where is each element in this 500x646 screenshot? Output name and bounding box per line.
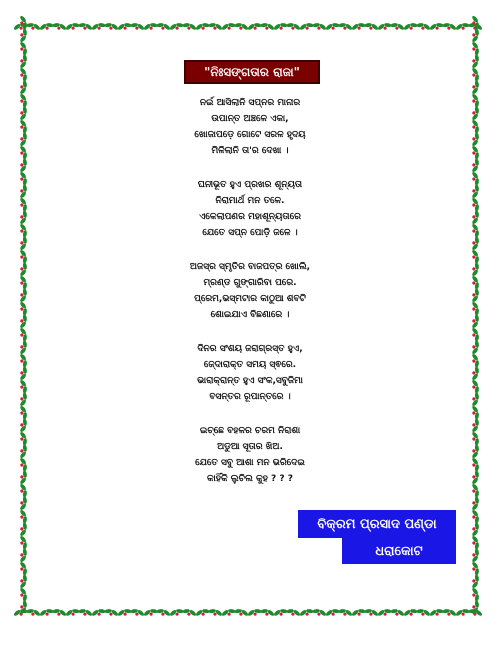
holly-leaf-icon (18, 495, 29, 512)
holly-leaf-icon (470, 508, 481, 525)
holly-leaf-icon (18, 300, 29, 317)
holly-leaf-icon (363, 21, 380, 32)
holly-leaf-icon (415, 21, 432, 32)
holly-leaf-icon (285, 607, 302, 618)
holly-leaf-icon (64, 607, 81, 618)
holly-leaf-icon (428, 607, 445, 618)
holly-leaf-icon (155, 607, 172, 618)
holly-leaf-icon (18, 560, 29, 577)
holly-border-left (14, 16, 34, 622)
holly-leaf-icon (51, 607, 68, 618)
holly-leaf-icon (272, 607, 289, 618)
poem-title: "ନିଃସଙ୍ଗତାର ରାଜା" (184, 60, 320, 84)
poem-line: ମିଳିଲାନି ତା'ର ଦେଖା । (211, 146, 289, 156)
holly-leaf-icon (18, 599, 29, 616)
holly-leaf-icon (207, 21, 224, 32)
holly-border-bottom (14, 602, 486, 622)
holly-leaf-icon (129, 607, 146, 618)
stanza (80, 341, 420, 405)
holly-leaf-icon (18, 53, 29, 70)
holly-leaf-icon (181, 21, 198, 32)
holly-leaf-icon (18, 40, 29, 57)
holly-leaf-icon (470, 287, 481, 304)
holly-leaf-icon (207, 607, 224, 618)
holly-leaf-icon (18, 417, 29, 434)
poem-line: କାହିଁକି ଲୁଚିଲ କୁହ ? ? ? (207, 474, 293, 484)
holly-leaf-icon (470, 274, 481, 291)
holly-leaf-icon (470, 209, 481, 226)
holly-leaf-icon (18, 586, 29, 603)
holly-leaf-icon (246, 21, 263, 32)
holly-leaf-icon (389, 21, 406, 32)
holly-leaf-icon (470, 157, 481, 174)
holly-leaf-icon (18, 443, 29, 460)
holly-leaf-icon (470, 79, 481, 96)
holly-border-top (14, 16, 486, 36)
holly-leaf-icon (272, 21, 289, 32)
holly-leaf-icon (142, 607, 159, 618)
holly-leaf-icon (402, 607, 419, 618)
stanza (80, 423, 420, 487)
holly-leaf-icon (470, 599, 481, 616)
holly-leaf-icon (18, 144, 29, 161)
holly-leaf-icon (18, 456, 29, 473)
holly-leaf-icon (90, 607, 107, 618)
holly-border-right (466, 16, 486, 622)
holly-leaf-icon (259, 607, 276, 618)
poem-line: ମ୍ରଣ୍ଡ ଗୁଙ୍ଗାରିବା ପରେ. (203, 278, 297, 288)
holly-leaf-icon (470, 66, 481, 83)
holly-leaf-icon (363, 607, 380, 618)
holly-leaf-icon (470, 92, 481, 109)
holly-leaf-icon (470, 443, 481, 460)
holly-leaf-icon (470, 456, 481, 473)
holly-leaf-icon (18, 352, 29, 369)
holly-leaf-icon (194, 21, 211, 32)
holly-leaf-icon (18, 92, 29, 109)
holly-leaf-icon (77, 607, 94, 618)
holly-leaf-icon (470, 248, 481, 265)
poem-line: ବସନ୍ତର ରୂପାନ୍ତରେ । (209, 392, 291, 402)
holly-leaf-icon (470, 339, 481, 356)
holly-leaf-icon (376, 21, 393, 32)
holly-leaf-icon (441, 607, 458, 618)
holly-leaf-icon (441, 21, 458, 32)
holly-leaf-icon (470, 586, 481, 603)
holly-leaf-icon (103, 607, 120, 618)
poem-line: ଉପାନ୍ତ ଅଞ୍ଚଳେ ଏକା, (211, 114, 289, 124)
holly-leaf-icon (103, 21, 120, 32)
holly-leaf-icon (18, 482, 29, 499)
author-place: ଧରାକୋଟ (342, 538, 456, 564)
holly-leaf-icon (324, 21, 341, 32)
holly-leaf-icon (470, 365, 481, 382)
holly-leaf-icon (220, 21, 237, 32)
holly-leaf-icon (470, 352, 481, 369)
holly-leaf-icon (470, 170, 481, 187)
holly-leaf-icon (18, 534, 29, 551)
holly-leaf-icon (168, 21, 185, 32)
stanza (80, 177, 420, 241)
holly-leaf-icon (77, 21, 94, 32)
holly-leaf-icon (18, 287, 29, 304)
holly-leaf-icon (470, 534, 481, 551)
holly-leaf-icon (470, 547, 481, 564)
holly-leaf-icon (470, 261, 481, 278)
holly-leaf-icon (470, 391, 481, 408)
poem-line: ଏକେଲାପଣର ମହାଶୂନ୍ୟତାରେ (199, 212, 301, 222)
holly-leaf-icon (259, 21, 276, 32)
holly-leaf-icon (470, 118, 481, 135)
holly-leaf-icon (18, 430, 29, 447)
holly-leaf-icon (470, 40, 481, 57)
author-name: ବିକ୍ରମ ପ୍ରସାଦ ପଣ୍ଡା (298, 510, 456, 538)
holly-leaf-icon (194, 607, 211, 618)
holly-leaf-icon (470, 417, 481, 434)
holly-leaf-icon (311, 21, 328, 32)
poem-line: ଦିନର ସଂଶୟ ଜରାଗ୍ରସ୍ତ ହୁଏ, (197, 344, 303, 354)
holly-leaf-icon (18, 118, 29, 135)
holly-leaf-icon (470, 196, 481, 213)
holly-leaf-icon (470, 326, 481, 343)
holly-leaf-icon (470, 560, 481, 577)
stanza (80, 95, 420, 159)
holly-leaf-icon (470, 482, 481, 499)
poem-line: ଅଡୁଆ ସୂତାର ଖିଅ. (217, 442, 283, 452)
holly-leaf-icon (18, 326, 29, 343)
holly-leaf-icon (18, 274, 29, 291)
holly-leaf-icon (376, 607, 393, 618)
holly-leaf-icon (181, 607, 198, 618)
poem-line: ଜେ୍ଦାରାକ୍ତ ସମୟ ସ୍ଵରେ. (203, 360, 297, 370)
holly-leaf-icon (220, 607, 237, 618)
holly-leaf-icon (18, 79, 29, 96)
poem-body (80, 95, 420, 505)
holly-leaf-icon (18, 391, 29, 408)
holly-leaf-icon (415, 607, 432, 618)
holly-leaf-icon (470, 183, 481, 200)
holly-leaf-icon (38, 21, 55, 32)
holly-leaf-icon (168, 607, 185, 618)
holly-leaf-icon (470, 469, 481, 486)
holly-leaf-icon (470, 131, 481, 148)
holly-leaf-icon (155, 21, 172, 32)
holly-leaf-icon (337, 21, 354, 32)
holly-leaf-icon (470, 53, 481, 70)
holly-leaf-icon (18, 365, 29, 382)
holly-leaf-icon (470, 27, 481, 44)
holly-leaf-icon (142, 21, 159, 32)
holly-leaf-icon (18, 209, 29, 226)
poem-line: ନର୍ଇ ଆସିଲାନି ସପ୍ନର ମାନାର (199, 98, 301, 108)
holly-leaf-icon (18, 222, 29, 239)
holly-leaf-icon (402, 21, 419, 32)
holly-leaf-icon (18, 66, 29, 83)
holly-leaf-icon (470, 495, 481, 512)
holly-leaf-icon (18, 404, 29, 421)
holly-leaf-icon (428, 21, 445, 32)
holly-leaf-icon (470, 404, 481, 421)
holly-leaf-icon (51, 21, 68, 32)
holly-leaf-icon (233, 607, 250, 618)
poem-line: ନିରାମାର୍ଥ ମନ ତଳେ. (215, 196, 285, 206)
holly-leaf-icon (18, 196, 29, 213)
holly-leaf-icon (470, 300, 481, 317)
poem-line: ଯେତେ ସପ୍ନ ପୋଡ଼ି ଜଳେ । (202, 228, 298, 238)
holly-leaf-icon (129, 21, 146, 32)
holly-leaf-icon (90, 21, 107, 32)
holly-leaf-icon (18, 235, 29, 252)
holly-leaf-icon (246, 607, 263, 618)
holly-leaf-icon (18, 183, 29, 200)
stanza (80, 259, 420, 323)
holly-leaf-icon (38, 607, 55, 618)
holly-leaf-icon (470, 378, 481, 395)
holly-leaf-icon (470, 105, 481, 122)
holly-leaf-icon (470, 521, 481, 538)
holly-leaf-icon (18, 313, 29, 330)
holly-leaf-icon (18, 547, 29, 564)
holly-leaf-icon (470, 430, 481, 447)
holly-leaf-icon (18, 573, 29, 590)
holly-leaf-icon (233, 21, 250, 32)
holly-leaf-icon (298, 21, 315, 32)
poem-line: ଘନୀଭୂତ ହୁଏ ପ୍ରଖର ଶୂନ୍ୟତା (197, 180, 303, 190)
poem-line: ଯେତେ ସବୁ ଆଶା ମନ ଭରିଦେଇ (195, 458, 305, 468)
holly-leaf-icon (18, 469, 29, 486)
holly-leaf-icon (116, 607, 133, 618)
holly-leaf-icon (64, 21, 81, 32)
holly-leaf-icon (18, 157, 29, 174)
holly-leaf-icon (470, 144, 481, 161)
poem-line: ପ୍ରେମ,ଭସ୍ମଟାର କାଠୁଆ ଶବଟି (194, 294, 306, 304)
holly-leaf-icon (324, 607, 341, 618)
holly-leaf-icon (389, 607, 406, 618)
holly-leaf-icon (470, 222, 481, 239)
holly-leaf-icon (18, 27, 29, 44)
holly-leaf-icon (285, 21, 302, 32)
poem-line: ଭାରାକ୍ରାନ୍ତ ହୁଏ ସଂକ,ସବୁଜିମା (197, 376, 303, 386)
holly-leaf-icon (18, 105, 29, 122)
holly-leaf-icon (470, 235, 481, 252)
holly-leaf-icon (298, 607, 315, 618)
holly-leaf-icon (350, 607, 367, 618)
holly-leaf-icon (18, 378, 29, 395)
holly-leaf-icon (18, 248, 29, 265)
holly-leaf-icon (18, 170, 29, 187)
holly-leaf-icon (311, 607, 328, 618)
holly-leaf-icon (18, 131, 29, 148)
poem-line: ଖୋଜାପଡ଼େ ଗୋଟେ ସରଳ ହୃଦୟ (194, 130, 306, 140)
holly-leaf-icon (18, 339, 29, 356)
holly-leaf-icon (18, 521, 29, 538)
holly-leaf-icon (18, 261, 29, 278)
holly-leaf-icon (470, 313, 481, 330)
holly-leaf-icon (350, 21, 367, 32)
poem-line: ଅଜସ୍ର ସ୍ମୃତିର ବାଜପତ୍ର ଖୋଲି, (189, 262, 311, 272)
holly-leaf-icon (116, 21, 133, 32)
holly-leaf-icon (18, 508, 29, 525)
holly-leaf-icon (470, 573, 481, 590)
poem-line: ଇଚ୍ଛେ ବହଳର ଚରମ ନିରାଶା (199, 426, 301, 436)
holly-leaf-icon (337, 607, 354, 618)
poem-line: ଶୋଇଯାଏ ବିଛଣାରେ । (210, 310, 290, 320)
